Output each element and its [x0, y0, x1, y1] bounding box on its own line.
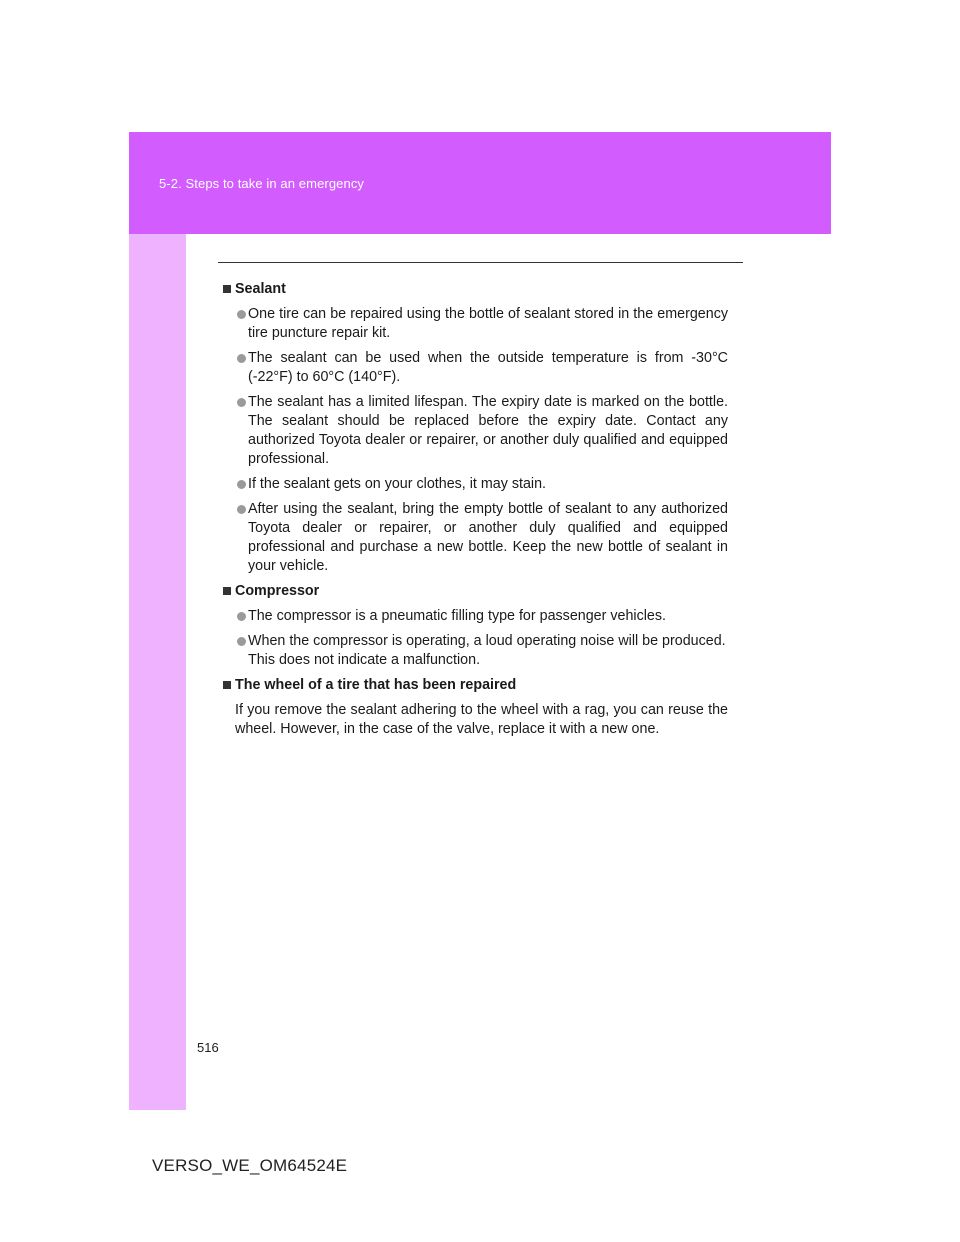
item-text: The sealant can be used when the outside temperature is from -30°C (-22°F) to 60°C (140°F).: [248, 350, 728, 385]
page-number: 516: [197, 1040, 219, 1055]
circle-bullet-icon: [237, 637, 246, 646]
heading-text: The wheel of a tire that has been repaired: [235, 677, 517, 693]
circle-bullet-icon: [237, 398, 246, 407]
item-text: After using the sealant, bring the empty bottle of sealant to any authorized Toyota dealer or repairer, or another duly qualified and equipped professional and purchase a new bottle. Keep the new bottle of sealant in your vehicle.: [248, 501, 728, 574]
list-item: [222, 393, 728, 469]
list-item: [222, 475, 728, 494]
square-bullet-icon: [223, 587, 231, 595]
item-text: The compressor is a pneumatic filling type for passenger vehicles.: [248, 608, 666, 624]
item-text: One tire can be repaired using the bottle of sealant stored in the emergency tire puncture repair kit.: [248, 306, 728, 341]
square-bullet-icon: [223, 285, 231, 293]
heading-text: Compressor: [235, 583, 320, 599]
square-bullet-icon: [223, 681, 231, 689]
paragraph: If you remove the sealant adhering to the wheel with a rag, you can reuse the wheel. However, in the case of the valve, replace it with a new one.: [235, 702, 728, 737]
item-text: When the compressor is operating, a loud operating noise will be produced.: [248, 633, 726, 649]
section-heading-repaired-wheel: [222, 676, 728, 695]
section-heading-compressor: [222, 582, 728, 601]
section-heading-sealant: [222, 280, 728, 299]
heading-text: Sealant: [235, 281, 286, 297]
circle-bullet-icon: [237, 310, 246, 319]
list-item: [222, 607, 728, 626]
circle-bullet-icon: [237, 480, 246, 489]
circle-bullet-icon: [237, 505, 246, 514]
list-item: [222, 632, 728, 670]
document-code: VERSO_WE_OM64524E: [152, 1156, 348, 1175]
circle-bullet-icon: [237, 612, 246, 621]
section-title: 5-2. Steps to take in an emergency: [159, 176, 365, 191]
content: [222, 280, 728, 745]
item-note: This does not indicate a malfunction.: [248, 652, 481, 668]
divider: [218, 262, 743, 263]
item-text: The sealant has a limited lifespan. The expiry date is marked on the bottle. The sealant should be replaced before the expiry date. Contact any authorized Toyota dealer or repairer, or another duly qualified and equipped professional.: [248, 394, 728, 467]
list-item: [222, 500, 728, 576]
list-item: [222, 349, 728, 387]
item-text: If the sealant gets on your clothes, it may stain.: [248, 476, 547, 492]
list-item: [222, 305, 728, 343]
circle-bullet-icon: [237, 354, 246, 363]
header-band: [129, 132, 831, 234]
side-bar: [129, 234, 186, 1110]
